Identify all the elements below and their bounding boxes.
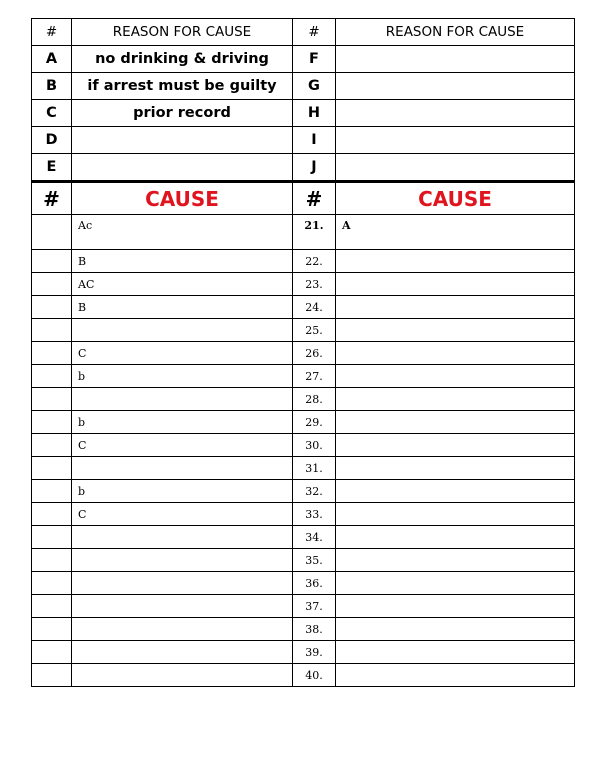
answer-cell-left[interactable]: B bbox=[72, 250, 293, 273]
reason-letter-right: I bbox=[293, 127, 336, 154]
reason-letter-left: B bbox=[32, 73, 72, 100]
answer-cell-right[interactable] bbox=[336, 526, 575, 549]
answer-cell-left[interactable] bbox=[72, 595, 293, 618]
answer-cell-right[interactable] bbox=[336, 434, 575, 457]
question-number-right: 34. bbox=[293, 526, 336, 549]
question-number-left bbox=[32, 480, 72, 503]
question-number-right: 40. bbox=[293, 664, 336, 687]
cause-row bbox=[32, 549, 575, 572]
cause-row bbox=[32, 595, 575, 618]
reason-text-right[interactable] bbox=[336, 154, 575, 181]
cause-row bbox=[32, 319, 575, 342]
question-number-right: 30. bbox=[293, 434, 336, 457]
answer-cell-left[interactable]: b bbox=[72, 365, 293, 388]
reason-letter-left: A bbox=[32, 46, 72, 73]
cause-row bbox=[32, 296, 575, 319]
question-number-left bbox=[32, 215, 72, 250]
answer-cell-left[interactable]: C bbox=[72, 434, 293, 457]
answer-cell-right[interactable]: A bbox=[336, 215, 575, 250]
answer-cell-right[interactable] bbox=[336, 388, 575, 411]
answer-cell-right[interactable] bbox=[336, 319, 575, 342]
reason-row bbox=[32, 73, 575, 100]
answer-cell-right[interactable] bbox=[336, 457, 575, 480]
question-number-left bbox=[32, 250, 72, 273]
question-number-left bbox=[32, 273, 72, 296]
hash-header-right: # bbox=[293, 19, 336, 46]
answer-cell-right[interactable] bbox=[336, 572, 575, 595]
question-number-left bbox=[32, 296, 72, 319]
reason-header-left: REASON FOR CAUSE bbox=[72, 19, 293, 46]
answer-cell-left[interactable]: AC bbox=[72, 273, 293, 296]
reason-text-left[interactable]: prior record bbox=[72, 100, 293, 127]
answer-cell-right[interactable] bbox=[336, 480, 575, 503]
reason-text-left[interactable] bbox=[72, 154, 293, 181]
question-number-left bbox=[32, 641, 72, 664]
reason-letter-left: E bbox=[32, 154, 72, 181]
reason-letter-right: F bbox=[293, 46, 336, 73]
cause-row bbox=[32, 457, 575, 480]
question-number-right: 39. bbox=[293, 641, 336, 664]
answer-cell-right[interactable] bbox=[336, 549, 575, 572]
reason-letter-left: C bbox=[32, 100, 72, 127]
answer-cell-right[interactable] bbox=[336, 250, 575, 273]
answer-cell-right[interactable] bbox=[336, 296, 575, 319]
question-number-left bbox=[32, 434, 72, 457]
cause-table bbox=[31, 181, 575, 687]
question-number-left bbox=[32, 618, 72, 641]
cause-row bbox=[32, 480, 575, 503]
question-number-left bbox=[32, 388, 72, 411]
answer-cell-right[interactable] bbox=[336, 664, 575, 687]
question-number-right: 22. bbox=[293, 250, 336, 273]
question-number-right: 33. bbox=[293, 503, 336, 526]
answer-cell-left[interactable]: C bbox=[72, 503, 293, 526]
answer-cell-right[interactable] bbox=[336, 411, 575, 434]
cause-row bbox=[32, 503, 575, 526]
question-number-right: 31. bbox=[293, 457, 336, 480]
question-number-left bbox=[32, 664, 72, 687]
question-number-left bbox=[32, 503, 72, 526]
question-number-left bbox=[32, 549, 72, 572]
answer-cell-right[interactable] bbox=[336, 273, 575, 296]
answer-cell-right[interactable] bbox=[336, 365, 575, 388]
cause-row bbox=[32, 526, 575, 549]
reason-text-left[interactable]: if arrest must be guilty bbox=[72, 73, 293, 100]
question-number-right: 25. bbox=[293, 319, 336, 342]
answer-cell-left[interactable] bbox=[72, 457, 293, 480]
reason-row bbox=[32, 154, 575, 181]
reasons-table bbox=[31, 18, 575, 181]
question-number-left bbox=[32, 595, 72, 618]
question-number-right: 35. bbox=[293, 549, 336, 572]
cause-row bbox=[32, 365, 575, 388]
reason-letter-right: H bbox=[293, 100, 336, 127]
question-number-left bbox=[32, 319, 72, 342]
question-number-right: 37. bbox=[293, 595, 336, 618]
answer-cell-left[interactable]: C bbox=[72, 342, 293, 365]
answer-cell-right[interactable] bbox=[336, 641, 575, 664]
cause-row bbox=[32, 641, 575, 664]
answer-cell-left[interactable] bbox=[72, 641, 293, 664]
question-number-left bbox=[32, 572, 72, 595]
cause-row bbox=[32, 411, 575, 434]
answer-cell-left[interactable]: b bbox=[72, 480, 293, 503]
question-number-right: 32. bbox=[293, 480, 336, 503]
reason-text-right[interactable] bbox=[336, 100, 575, 127]
cause-row bbox=[32, 434, 575, 457]
reason-text-right[interactable] bbox=[336, 46, 575, 73]
answer-cell-right[interactable] bbox=[336, 595, 575, 618]
reason-text-right[interactable] bbox=[336, 73, 575, 100]
answer-cell-left[interactable] bbox=[72, 526, 293, 549]
answer-cell-left[interactable] bbox=[72, 572, 293, 595]
question-number-right: 23. bbox=[293, 273, 336, 296]
reason-row bbox=[32, 100, 575, 127]
question-number-left bbox=[32, 411, 72, 434]
cause-row bbox=[32, 342, 575, 365]
question-number-left bbox=[32, 526, 72, 549]
question-number-right: 29. bbox=[293, 411, 336, 434]
question-number-right: 28. bbox=[293, 388, 336, 411]
answer-cell-left[interactable] bbox=[72, 388, 293, 411]
answer-cell-right[interactable] bbox=[336, 342, 575, 365]
reason-text-left[interactable]: no drinking & driving bbox=[72, 46, 293, 73]
reason-letter-right: G bbox=[293, 73, 336, 100]
reasons-header-row bbox=[32, 19, 575, 46]
question-number-right: 21. bbox=[293, 215, 336, 250]
question-number-right: 27. bbox=[293, 365, 336, 388]
cause-row bbox=[32, 250, 575, 273]
answer-cell-right[interactable] bbox=[336, 503, 575, 526]
cause-title-left: CAUSE bbox=[72, 182, 293, 215]
reason-header-right: REASON FOR CAUSE bbox=[336, 19, 575, 46]
answer-cell-right[interactable] bbox=[336, 618, 575, 641]
cause-row bbox=[32, 618, 575, 641]
cause-hash-left: # bbox=[32, 182, 72, 215]
question-number-right: 38. bbox=[293, 618, 336, 641]
reason-letter-right: J bbox=[293, 154, 336, 181]
answer-cell-left[interactable] bbox=[72, 664, 293, 687]
cause-title-right: CAUSE bbox=[336, 182, 575, 215]
answer-cell-left[interactable] bbox=[72, 618, 293, 641]
question-number-right: 36. bbox=[293, 572, 336, 595]
answer-cell-left[interactable]: b bbox=[72, 411, 293, 434]
reason-text-right[interactable] bbox=[336, 127, 575, 154]
question-number-left bbox=[32, 457, 72, 480]
answer-cell-left[interactable]: B bbox=[72, 296, 293, 319]
reason-row bbox=[32, 127, 575, 154]
answer-cell-left[interactable] bbox=[72, 549, 293, 572]
cause-header-row bbox=[32, 182, 575, 215]
cause-row bbox=[32, 572, 575, 595]
cause-row bbox=[32, 215, 575, 250]
reason-row bbox=[32, 46, 575, 73]
reason-text-left[interactable] bbox=[72, 127, 293, 154]
answer-sheet bbox=[31, 18, 574, 687]
reason-letter-left: D bbox=[32, 127, 72, 154]
hash-header-left: # bbox=[32, 19, 72, 46]
answer-cell-left[interactable]: Ac bbox=[72, 215, 293, 250]
question-number-right: 26. bbox=[293, 342, 336, 365]
cause-row bbox=[32, 273, 575, 296]
cause-row bbox=[32, 664, 575, 687]
answer-cell-left[interactable] bbox=[72, 319, 293, 342]
cause-row bbox=[32, 388, 575, 411]
question-number-left bbox=[32, 342, 72, 365]
cause-hash-right: # bbox=[293, 182, 336, 215]
question-number-left bbox=[32, 365, 72, 388]
question-number-right: 24. bbox=[293, 296, 336, 319]
